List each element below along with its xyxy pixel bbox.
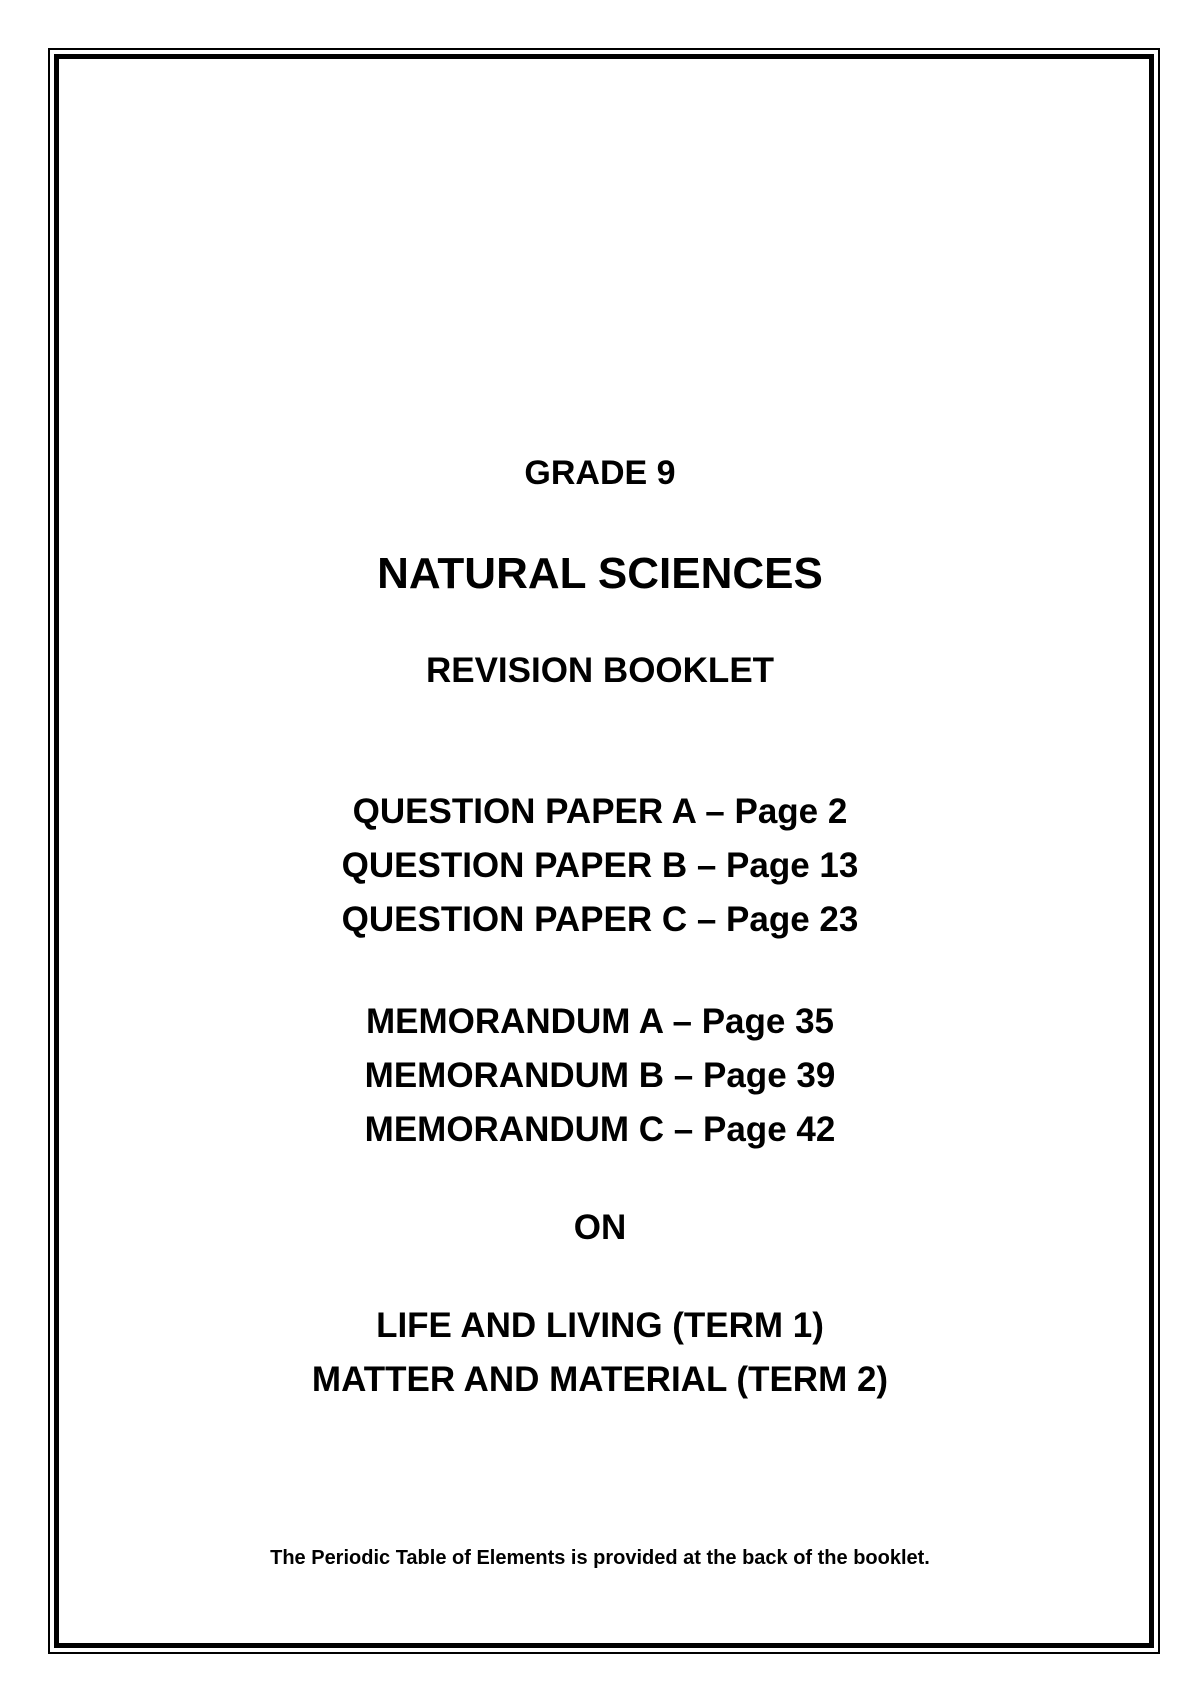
question-paper-c: QUESTION PAPER C – Page 23 (341, 900, 859, 939)
question-paper-b: QUESTION PAPER B – Page 13 (341, 846, 859, 885)
memorandum-b: MEMORANDUM B – Page 39 (364, 1056, 836, 1095)
topic-matter-and-material: MATTER AND MATERIAL (TERM 2) (311, 1360, 889, 1399)
subject-title: NATURAL SCIENCES (377, 549, 823, 598)
question-paper-a: QUESTION PAPER A – Page 2 (352, 792, 848, 831)
memorandum-c: MEMORANDUM C – Page 42 (364, 1110, 836, 1149)
topic-life-and-living: LIFE AND LIVING (TERM 1) (376, 1306, 824, 1345)
grade-heading: GRADE 9 (524, 454, 676, 492)
memorandum-a: MEMORANDUM A – Page 35 (365, 1002, 835, 1041)
periodic-table-note: The Periodic Table of Elements is provided at the back of the booklet. (270, 1547, 930, 1569)
on-label: ON (573, 1208, 627, 1247)
booklet-subtitle: REVISION BOOKLET (425, 651, 775, 690)
